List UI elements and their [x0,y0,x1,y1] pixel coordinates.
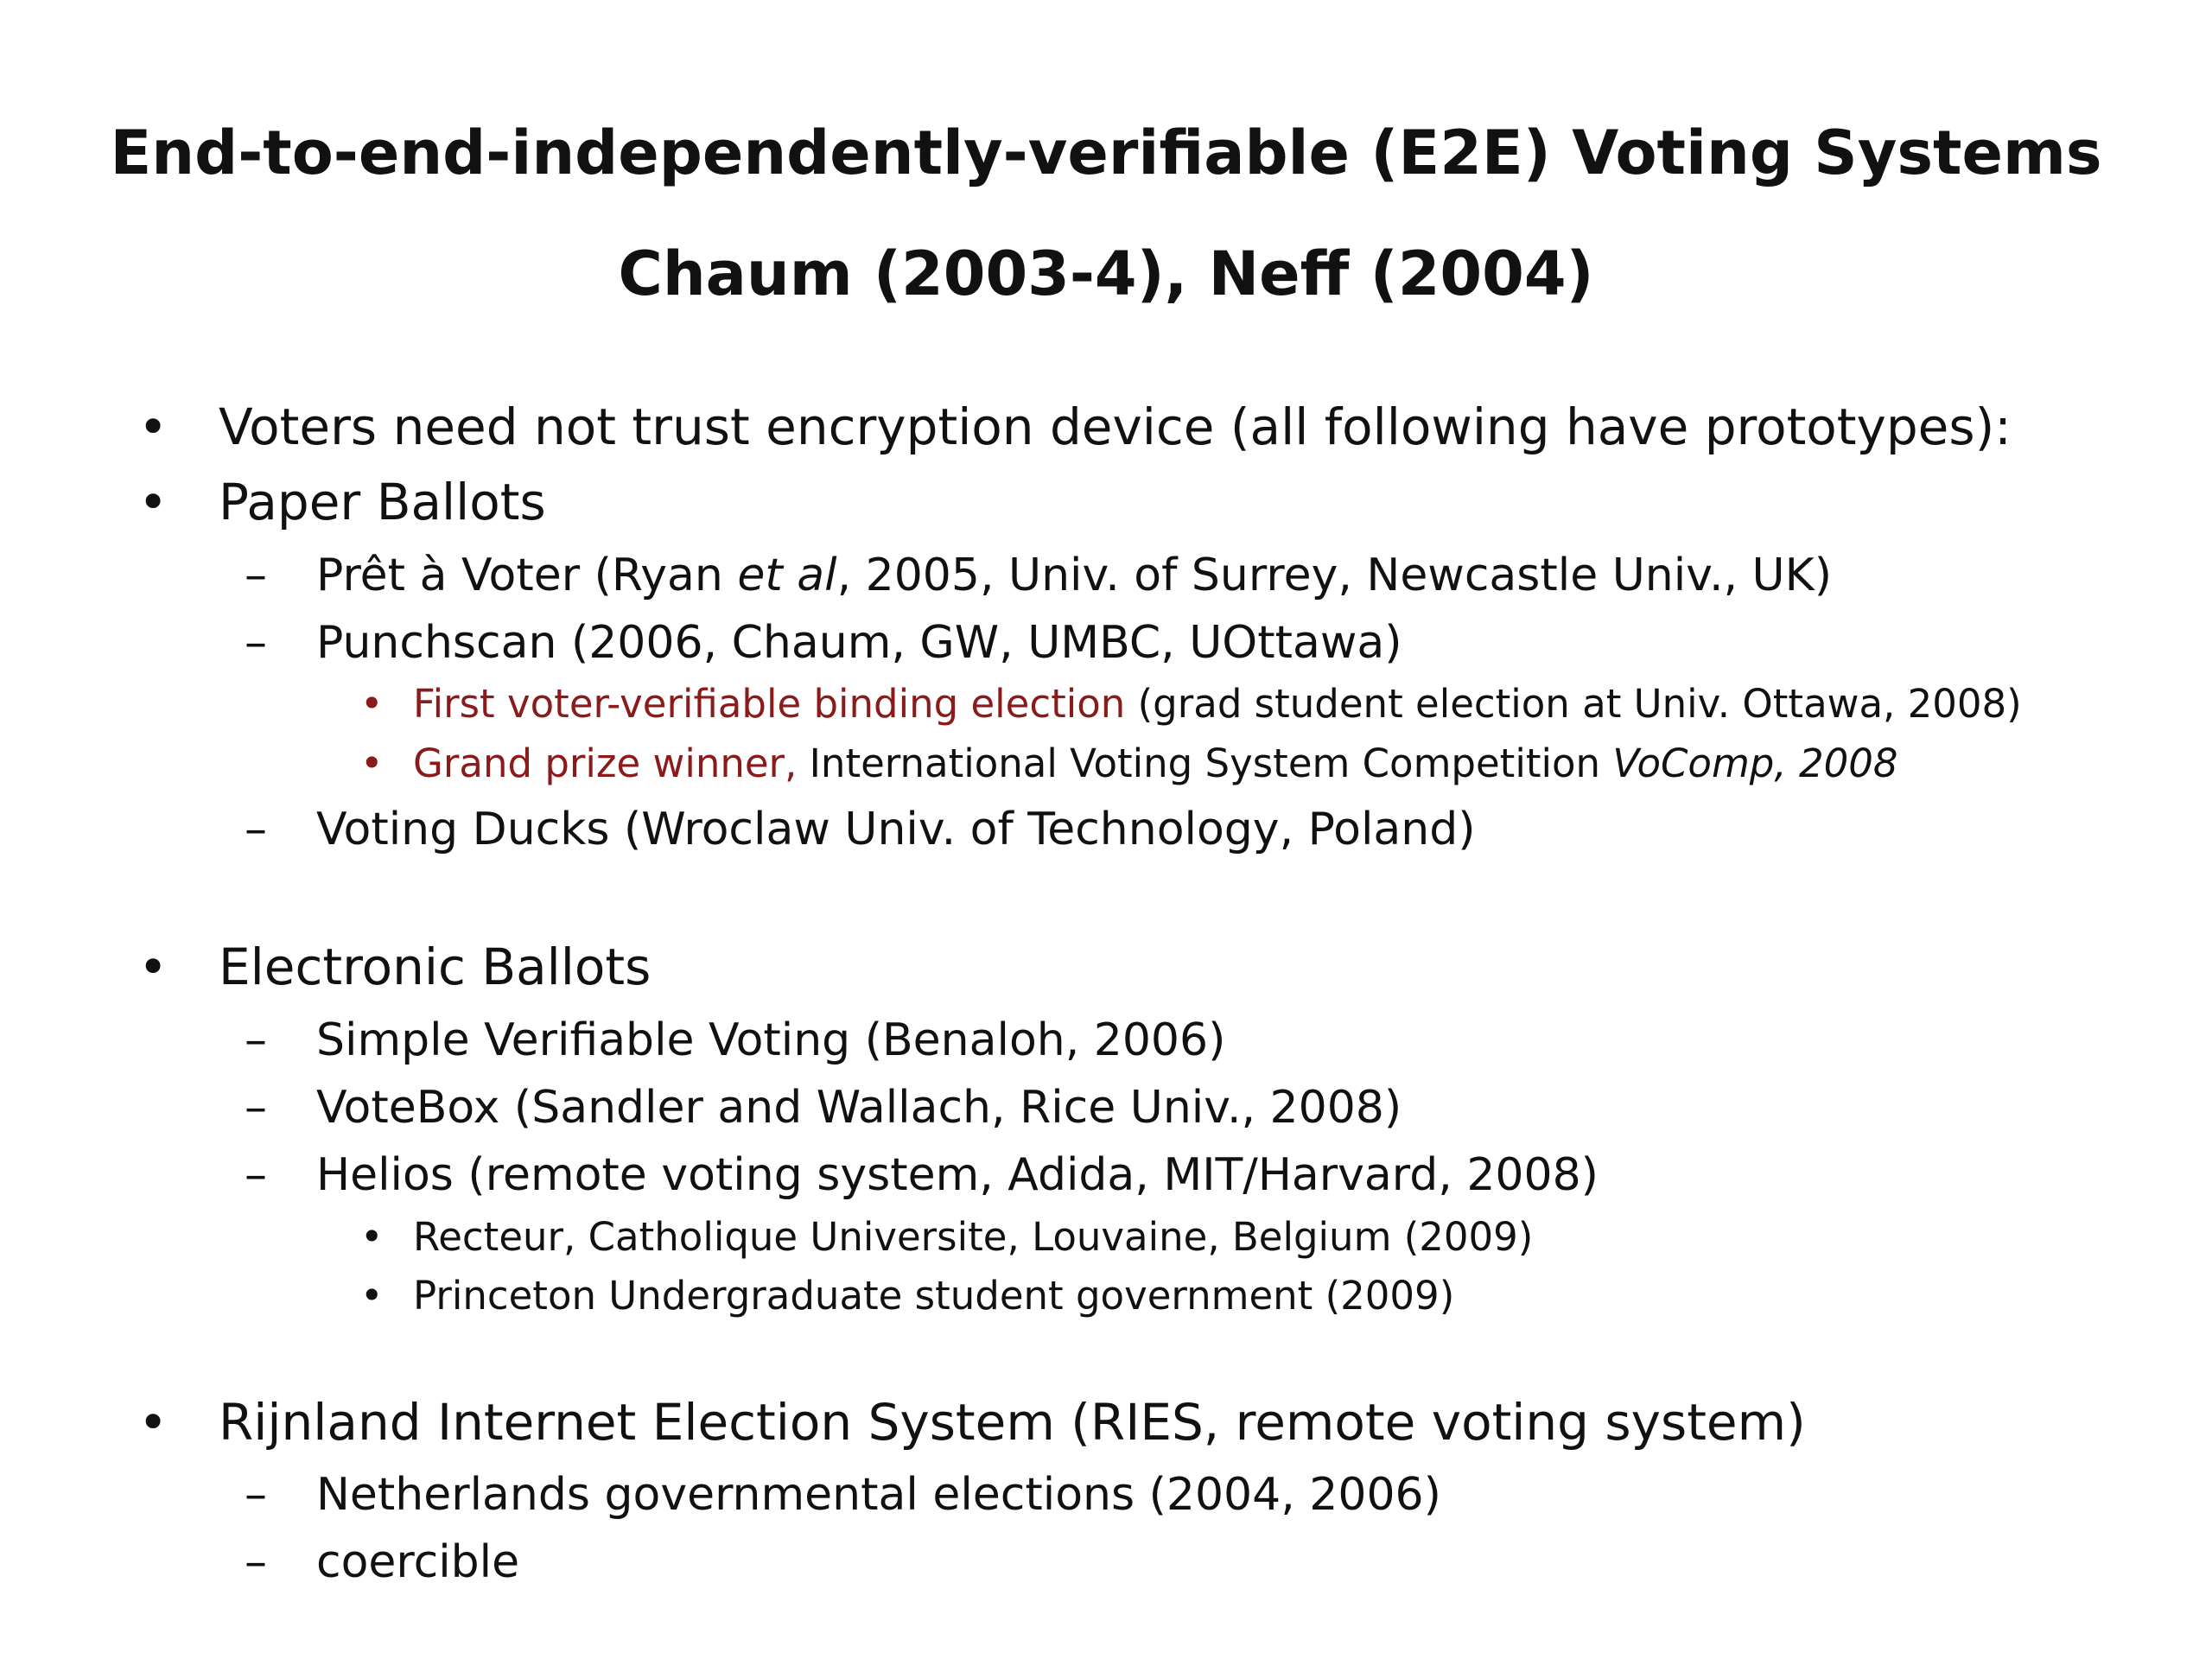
bullet-voters-trust: Voters need not trust encryption device (all following have prototypes): [219,397,2012,456]
dash-marker: – [245,1469,267,1521]
first-binding-rest: (grad student election at Univ. Ottawa, 2008) [1125,681,2022,727]
dash-marker: – [245,804,267,855]
subitem-punchscan: Punchscan (2006, Chaum, GW, UMBC, UOttawa) [316,617,1402,669]
subsubitem-grand-prize [413,741,1898,786]
subitem-simple-verifiable-voting: Simple Verifiable Voting (Benaloh, 2006) [316,1014,1226,1066]
dash-marker: – [245,617,267,669]
subitem-votebox: VoteBox (Sandler and Wallach, Rice Univ., 2008) [316,1082,1402,1134]
grand-prize-rest: International Voting System Competition [797,741,1613,786]
bullet-marker: • [138,1393,168,1452]
subitem-coercible: coercible [316,1536,520,1588]
bullet-marker: • [360,681,384,727]
bullet-marker: • [138,938,168,996]
grand-prize-italic: VoComp, 2008 [1612,741,1898,786]
bullet-marker: • [360,1214,384,1260]
pret-text-before: Prêt à Voter (Ryan [316,550,738,601]
slide-title: End-to-end-independently-verifiable (E2E) Voting Systems [110,118,2102,188]
dash-marker: – [245,1014,267,1066]
dash-marker: – [245,1082,267,1134]
bullet-marker: • [360,741,384,786]
subsubitem-first-binding-election [413,681,2022,727]
bullet-marker: • [138,397,168,456]
dash-marker: – [245,1536,267,1588]
subsubitem-princeton: Princeton Undergraduate student government (2009) [413,1273,1455,1319]
subitem-netherlands-elections: Netherlands governmental elections (2004, 2006) [316,1469,1441,1521]
dash-marker: – [245,1149,267,1201]
subsubitem-recteur: Recteur, Catholique Universite, Louvaine, Belgium (2009) [413,1214,1534,1260]
subitem-pret-a-voter [316,550,1832,601]
dash-marker: – [245,550,267,601]
subitem-voting-ducks: Voting Ducks (Wroclaw Univ. of Technology, Poland) [316,804,1476,855]
bullet-marker: • [360,1273,384,1319]
grand-prize-highlight: Grand prize winner, [413,741,798,786]
bullet-electronic-ballots: Electronic Ballots [219,938,652,996]
pret-text-italic: et al [737,550,837,601]
first-binding-highlight: First voter-verifiable binding election [413,681,1126,727]
bullet-marker: • [138,473,168,531]
subitem-helios: Helios (remote voting system, Adida, MIT/Harvard, 2008) [316,1149,1599,1201]
bullet-paper-ballots: Paper Ballots [219,473,546,531]
bullet-ries: Rijnland Internet Election System (RIES, remote voting system) [219,1393,1806,1452]
pret-text-after: , 2005, Univ. of Surrey, Newcastle Univ., UK) [836,550,1832,601]
slide-subtitle: Chaum (2003-4), Neff (2004) [618,238,1594,309]
